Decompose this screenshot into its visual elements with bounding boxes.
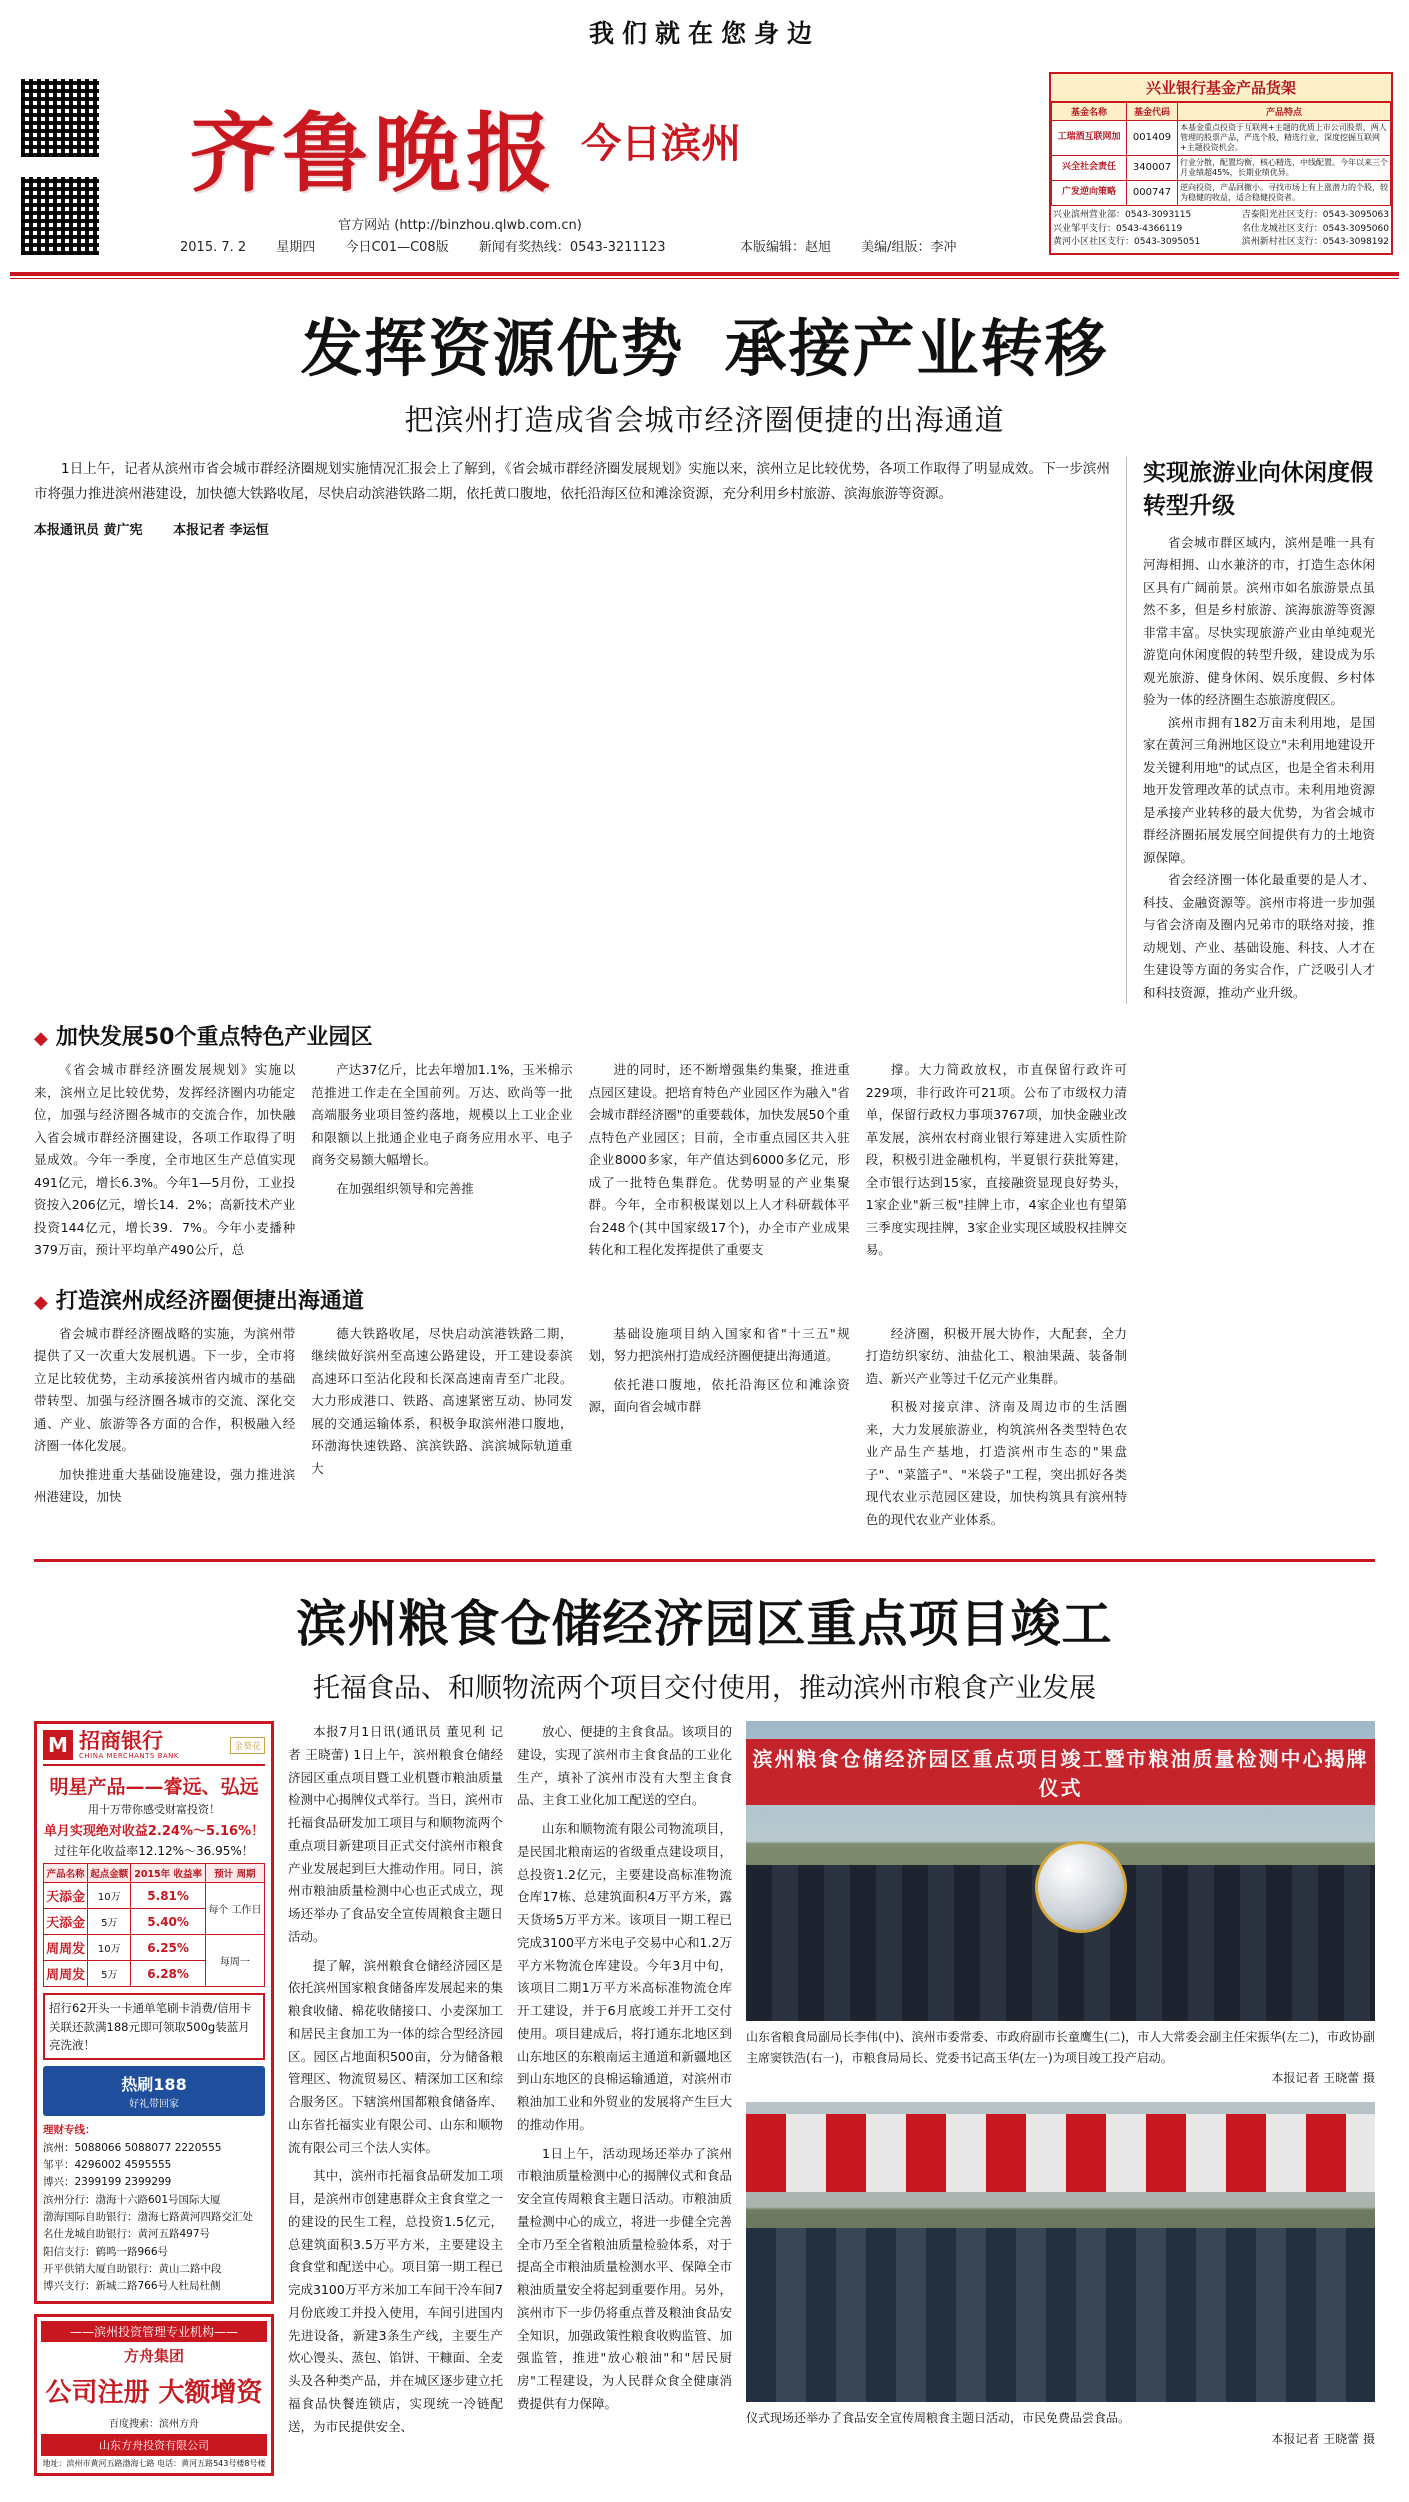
page-editor: 本版编辑：赵旭 [740,240,832,255]
sidebar-para: 省会城市群区域内，滨州是唯一具有河海相拥、山水兼济的市，打造生态休闲区具有广阔前景。滨州市如名旅游景点虽然不多，但是乡村旅游、滨海旅游等资源非常丰富。尽快实现旅游产业由单纯观光游览向休闲度假的转型升级，建设成为乐观光旅游、健身休闲、娱乐度假、乡村体验为一体的经济圈生态旅游度假区。 [1143,534,1375,708]
paragraph: 提了解，滨州粮食仓储经济园区是依托滨州国家粮食储备库发展起来的集粮食收储、棉花收储接口、小麦深加工和居民主食加工为一体的综合型经济园区。园区占地面积500亩，分为储备粮管理区、物流贸易区、精深加工区和综合服务区。下辖滨州国都粮食储备库、山东省托福实业有限公司、山东和顺物流有限公司三个法人实体。 [288,1957,503,2155]
service-a: 公司注册 [45,2378,150,2409]
story1-body-left [34,1004,1127,1537]
branch-tel: 滨州新村社区支行：0543-3098192 [1241,237,1389,247]
branch-tel: 兴业邹平支行：0543-4366119 [1053,223,1183,234]
issue-weekday: 星期四 [276,240,316,255]
paragraph: 《省会城市群经济圈发展规划》实施以来，滨州立足比较优势，发挥经济圈内功能定位，加强与经济圈各城市的交流合作，加快融入省会城市群经济圈建设，各项工作取得了明显成效。今年一季度，全市地区生产总值实现491亿元，增长6.3%。今年1—5月份，工业投资按入206亿元，增长14．2%；高新技术产业投资144亿元，增长39．7%。今年小麦播种379万亩，预计平均单产490公斤，总 [34,1062,296,1258]
min-amount: 5万 [88,1909,131,1935]
story1-section2-columns [34,1323,1127,1538]
contact-line: 滨州：5088066 5088077 2220555 [43,2141,222,2154]
table-row [1052,156,1391,181]
editor-line [740,236,983,255]
article-column [311,1059,572,1268]
contact-line: 邹平：4296002 4595555 [43,2158,172,2171]
branch-tel: 名仕龙城社区支行：0543-3095060 [1241,223,1389,234]
cmb-name-cn: 招商银行 [79,1728,163,1753]
bank-fund-name: 工瑞酒互联网加 [1052,121,1127,156]
article-column [589,1323,850,1538]
fangzhou-advert [34,2314,274,2476]
website-line: 官方网站 (http://binzhou.qlwb.com.cn) [338,218,582,233]
paragraph: 其中，滨州市托福食品研发加工项目，是滨州市创建惠群众主食食堂之一的建设的民生工程，总投资1.5亿元，总建筑面积3.5万平方米，主要建设主食食堂和配送中心。项目第一期工程已完成3100万平方米加工车间干冷车间7月份底竣工并投入使用，车间引进国内先进设备，新建3条生产线，主要生产炊心馒头、蒸包、馅饼、干糠面、全麦头及各种类产品，并在城区逐步建立托福食品快餐连锁店，实现统一冷链配送，为市民提供安全、 [288,2168,503,2434]
top-slogan: 我们就在您身边 [588,19,820,48]
paragraph: 撑。大力简政放权，市直保留行政许可229项，非行政许可21项。公布了市级权力清单，保留行政权力事项3767项，加快金融业改革发展，滨州农村商业银行筹建进入实质性阶段，积极引进金融机构，半夏银行获批筹建，全市银行达到15家，直接融资显现良好势头，1家企业"新三板"挂牌上市，4家企业也有望第三季度实现挂牌，3家企业实现区域股权挂牌交易。 [865,1062,1127,1258]
caption-text: 仪式现场还举办了食品安全宣传周粮食主题日活动，市民免费品尝食品。 [746,2411,1131,2426]
paragraph: 本报7月1日讯(通讯员 董见利 记者 王晓蕾) 1日上午，滨州粮食仓储经济园区重点项目暨工业机暨市粮油质量检测中心揭牌仪式举行。当日，滨州市托福食品研发加工项目与和顺物流两个重点项目新建项目正式交付滨州市粮食产业发展起到巨大推动作用。同日，滨州市粮油质量检测中心也正式成立，现场还举办了食品安全宣传周粮食主题日活动。 [288,1724,503,1944]
article-column [589,1059,850,1268]
paragraph: 产达37亿斤，比去年增加1.1%，玉米棉示范推进工作走在全国前列。万达、欧尚等一批高端服务业项目签约落地，规模以上工业企业和限额以上批通企业电子商务应用水平、电子商务交易额大幅增长。 [311,1062,573,1168]
story2-subhead: 托福食品、和顺物流两个项目交付使用，推动滨州市粮食产业发展 [313,1673,1096,1705]
promo-strip [43,2066,265,2116]
column-divider [1126,457,1127,1004]
qr-codes [18,76,96,258]
yield-value: 6.25% [131,1935,205,1961]
issue-edition: 今日C01—C08版 [345,240,449,255]
byline-correspondent: 本报通讯员 黄广宪 [34,522,143,538]
story1-headline-a: 发挥资源优势 [300,312,685,385]
ceremony-photo [746,1721,1375,2021]
fangzhou-address: 地址：滨州市黄河五路渤海七路 电话：黄河五路543号楼8号楼 [42,2459,266,2469]
contact-line: 阳信支行：鹤鸣一路966号 [43,2245,169,2258]
story1-header [0,279,1409,443]
bank-box-title: 兴业银行基金产品货架 [1051,74,1391,102]
service-b: 大额增资 [158,2378,263,2409]
story2-body [0,1705,1409,2502]
fangzhou-brand: 方舟集团 [123,2347,184,2366]
byline-reporter: 本报记者 李运恒 [173,522,269,538]
photo-banner-text: 滨州粮食仓储经济园区重点项目竣工暨市粮油质量检测中心揭牌仪式 [746,1739,1375,1805]
col-product-name: 产品名称 [44,1864,88,1883]
col-min-amount: 起点金额 [88,1864,131,1883]
story1-section1-columns [34,1059,1127,1268]
photo-tent [746,2114,1375,2192]
bank-branch-list [1051,206,1391,253]
bank-fund-code: 340007 [1127,156,1178,181]
photo-credit: 本报记者 王晓蕾 摄 [1271,2431,1375,2446]
article-column [866,1323,1127,1538]
product-name: 周周发 [44,1935,88,1961]
min-amount: 10万 [88,1883,131,1909]
qr-code-icon-2 [18,174,102,258]
paragraph: 山东和顺物流有限公司物流项目，是民国北粮南运的省级重点建设项目，总投资1.2亿元，主要建设高标准物流仓库17栋、总建筑面积4万平方米，露天货场5万平方米。该项目一期工程已完成3100平方米电子交易中心和1.2万平方米物流仓库建设。今年3月中旬，该项目二期1万平方米高标准物流仓库开工建设，并于6月底竣工并开工交付使用。项目建成后，将打通东北地区到山东地区的东粮南运主通道和新疆地区到山东地区的良棉运输通道，对滨州市粮油加工业和外贸业的发展将产生巨大的推动作用。 [517,1821,732,2132]
photo1-caption [746,2027,1375,2088]
paragraph: 省会城市群经济圈战略的实施，为滨州带提供了又一次重大发展机遇。下一步，全市将立足比较优势，主动承接滨州省内城市的基础带转型、加强与经济圈各城市的交流、深化交通、产业、旅游等各方面的合作，积极融入经济圈一体化发展。 [34,1325,296,1454]
tasting-photo [746,2102,1375,2402]
story1-lead-main [34,457,1110,1004]
product-rate-table [43,1863,265,1987]
story1-body-zone [0,1004,1409,1537]
news-hotline: 新闻有奖热线：0543-3211123 [478,240,666,255]
logo-title: 齐鲁晚报 [190,103,558,204]
bank-col-code: 基金代码 [1127,103,1178,121]
period-value: 每个 工作日 [205,1883,264,1935]
contact-line: 博兴支行：新城二路766号人杜局杜侧 [43,2280,221,2293]
contact-title: 理财专线： [43,2124,96,2137]
ad-contact-block [43,2122,265,2295]
bank-fund-name: 兴全社会责任 [1052,156,1127,181]
fangzhou-company: 山东方舟投资有限公司 [41,2434,267,2456]
story1-sidebar-spacer [1143,1004,1375,1537]
min-amount: 5万 [88,1961,131,1987]
cmb-advert [34,1721,274,2304]
contact-line: 名仕龙城自助银行：黄河五路497号 [43,2228,211,2241]
ad-sub1: 用十万带你感受财富投资！ [88,1803,220,1817]
paragraph: 基础设施项目纳入国家和省"十三五"规划，努力把滨州打造成经济圈便捷出海通道。 [588,1325,850,1364]
story1-byline [34,519,1110,538]
story1-section1-title: ◆ 加快发展50个重点特色产业园区 [34,1020,1127,1051]
promo-strip-sub: 好礼带回家 [129,2099,179,2111]
table-row [44,1935,265,1961]
story1-subhead: 把滨州打造成省会城市经济圈便捷的出海通道 [404,403,1005,437]
ad-promo-text: 招行62开头一卡通单笔刷卡消费/信用卡关联还款满188元即可领取500g装蓝月亮洗液！ [43,1993,265,2060]
article-column [34,1323,295,1538]
paragraph: 积极对接京津、济南及周边市的生活圈来，大力发展旅游业，构筑滨州各类型特色农业产品生产基地，打造滨州市生态的"果盘子"、"菜篮子"、"米袋子"工程，突出抓好各类现代农业示范园区建设，加快构筑具有滨州特色的现代农业产业体系。 [865,1399,1127,1527]
ad-sub2: 单月实现绝对收益2.24%～5.16%！ [43,1824,265,1840]
fangzhou-search: 百度搜索：滨州方舟 [109,2419,199,2431]
paragraph: 1日上午，活动现场还举办了滨州市粮油质量检测中心的揭牌仪式和食品安全宣传周粮食主题日活动。市粮油质量检测中心的成立，将进一步健全完善全市乃至全省粮油质量检验体系，对于提高全市粮油质量检测水平、保障全市粮油质量安全将起到重要作用。另外，滨州市下一步仍将重点普及粮油食品安全知识，加强政策性粮食收购监管、加强监管，推进"放心粮油"和"居民厨房"工程建设，为人民群众食全健康消费提供有力保障。 [517,2145,732,2411]
ad-sub3: 过往年化收益率12.12%～36.95%！ [54,1844,254,1859]
fangzhou-services [41,2366,267,2415]
paragraph: 依托港口腹地，依托沿海区位和滩涂资源，面向省会城市群 [588,1376,850,1415]
logo-subtitle: 今日滨州 [581,121,742,167]
newspaper-logo [190,84,741,208]
bank-fund-desc: 行业分散，配置均衡，核心精选，中线配置。今年以来三个月业绩超45%，长期业绩优异。 [1178,156,1391,181]
cmb-ad-header [43,1730,265,1766]
bank-product-box [1049,72,1393,255]
story1-headline-b: 承接产业转移 [724,312,1109,385]
contact-line: 开平供销大厦自助银行：黄山二路中段 [43,2262,222,2275]
min-amount: 10万 [88,1935,131,1961]
story1-lead: 1日上午，记者从滨州市省会城市群经济圈规划实施情况汇报会上了解到，《省会城市群经济圈发展规划》实施以来，滨州立足比较优势，各项工作取得了明显成效。下一步滨州市将强力推进滨州港建设，加快德大铁路收尾，尽快启动滨港铁路二期，依托黄口腹地，依托沿海区位和滩涂资源，充分利用乡村旅游、滨海旅游等资源。 [34,461,1110,502]
yield-value: 5.40% [131,1909,205,1935]
paragraph: 在加强组织领导和完善推 [336,1180,474,1196]
story2-photo-column [746,1721,1375,2476]
branch-tel: 吉泰阳光社区支行：0543-3095063 [1241,210,1389,220]
sidebar-para: 省会经济圈一体化最重要的是人才、科技、金融资源等。滨州市将进一步加强与省会济南及圈内兄弟市的联络对接，推动规划、产业、基础设施、科技、人才在生建设等方面的务实合作，广泛吸引人才和科技资源，推动产业升级。 [1143,872,1375,1000]
yield-value: 5.81% [131,1883,205,1909]
story1-lead-zone [0,443,1409,1004]
paragraph: 经济圈，积极开展大协作，大配套，全力打造纺织家纺、油盐化工、粮油果蔬、装备制造、新兴产业等过千亿元产业集群。 [865,1325,1127,1386]
branch-tel: 黄河小区社区支行：0543-3095051 [1053,237,1201,247]
article-column [866,1059,1127,1268]
cmb-logo-icon: M [43,1730,73,1760]
issue-date: 2015. 7. 2 [180,240,247,255]
product-name: 周周发 [44,1961,88,1987]
story1-section2-title: ◆ 打造滨州成经济圈便捷出海通道 [34,1284,1127,1315]
photo-credit: 本报记者 王晓蕾 摄 [1271,2070,1375,2085]
bank-col-name: 基金名称 [1052,103,1127,121]
paragraph: 进的同时，还不断增强集约集聚，推进重点园区建设。把培育特色产业园区作为融入"省会城市群经济圈"的重要载体，加快发展50个重点特色产业园区；目前，全市重点园区共入驻企业8000多家，年产值达到6000多亿元，形成了一批特色集群危。优势明显的产业集聚群。今年，全市积极谋划以上人才科研载体平台248个(其中国家级17个)，办全市产业成果转化和工程化发挥提供了重要支 [588,1062,850,1258]
product-name: 天添金 [44,1909,88,1935]
period-value: 每周一 [205,1935,264,1987]
bank-fund-code: 001409 [1127,121,1178,156]
article-column [311,1323,572,1538]
photo-crowd [746,2228,1375,2402]
story2-column-1 [288,1721,503,2476]
bank-fund-name: 广发逆向策略 [1052,181,1127,206]
branch-tel: 兴业滨州营业部：0543-3093115 [1053,210,1192,220]
table-row [1052,181,1391,206]
bank-col-desc: 产品特点 [1178,103,1391,121]
bank-fund-code: 000747 [1127,181,1178,206]
article-column [34,1059,295,1268]
product-name: 天添金 [44,1883,88,1909]
col-period: 预计 周期 [205,1864,264,1883]
paragraph: 加快推进重大基础设施建设，强力推进滨州港建设，加快 [34,1466,296,1505]
cmb-name-en: CHINA MERCHANTS BANK [79,1751,179,1760]
sidebar-title: 实现旅游业向休闲度假转型升级 [1143,460,1373,520]
caption-text: 山东省粮食局副局长李伟(中)、滨州市委常委、市政府副市长童鹰生(二)，市人大常委会副主任宋振华(左二)，市政协副主席窦铁浩(右一)，市粮食局局长、党委书记高玉华(左一)为项目竣工投产启动。 [746,2030,1375,2065]
table-row [44,1883,265,1909]
paragraph: 德大铁路收尾，尽快启动滨港铁路二期，继续做好滨州至高速公路建设，开工建设泰滨高速环口至沾化段和长深高速南青至广北段。大力形成港口、铁路、高速紧密互动、协同发展的交通运输体系，积极争取滨州港口腹地，环渤海快速铁路、滨滨铁路、滨滨城际轨道重大 [311,1325,573,1476]
photo2-caption [746,2408,1375,2449]
qr-code-icon [18,76,102,160]
table-row [1052,121,1391,156]
bank-fund-desc: 本基金重点投资于互联网+主题的优质上市公司股票，两人管理的股票产品，严选个股，精选行业，深度挖掘互联网+主题投资机会。 [1178,121,1391,156]
contact-line: 渤海国际自助银行：渤海七路黄河四路交汇处 [43,2210,253,2223]
contact-line: 博兴：2399199 2399299 [43,2176,172,2189]
sidebar-para: 滨州市拥有182万亩未利用地，是国家在黄河三角洲地区设立"未利用地建设开发关键利用地"的试点区，也是全省未利用地开发管理改革的试点市。未利用地资源是承接产业转移的最大优势，为省会城市群经济圈拓展发展空间提供有力的土地资源保障。 [1143,714,1375,865]
fangzhou-tagline: ——滨州投资管理专业机构—— [41,2321,267,2342]
yield-value: 6.28% [131,1961,205,1987]
bank-product-table [1051,102,1391,206]
story2-headline: 滨州粮食仓储经济园区重点项目竣工 [296,1594,1113,1654]
ceremony-ball [1035,1841,1127,1933]
story-divider [34,1559,1375,1562]
story1-sidebar [1143,457,1375,1004]
story2-column-2 [517,1721,732,2476]
bank-fund-desc: 逆向投资，产品回撤小。寻找市场上有上涨潜力的个股，较为稳健的收益，适合稳健投资者。 [1178,181,1391,206]
paragraph: 放心、便捷的主食食品。该项目的建设，实现了滨州市主食食品的工业化生产，填补了滨州市没有大型主食食品、主食工业化加工配送的空白。 [517,1724,732,1808]
promo-strip-main: 热刷188 [121,2075,187,2095]
contact-line: 滨州分行：渤海十六路601号国际大厦 [43,2193,221,2206]
masthead [0,54,1409,266]
story1-headline [36,299,1373,388]
ad-headline: 明星产品——睿远、弘远 [49,1776,259,1799]
advert-column [34,1721,274,2476]
page-designer: 美编/组版：李冲 [861,240,957,255]
divider-red [10,272,1399,276]
gold-badge: 金葵花 [230,1737,265,1754]
col-yield: 2015年 收益率 [131,1864,205,1883]
